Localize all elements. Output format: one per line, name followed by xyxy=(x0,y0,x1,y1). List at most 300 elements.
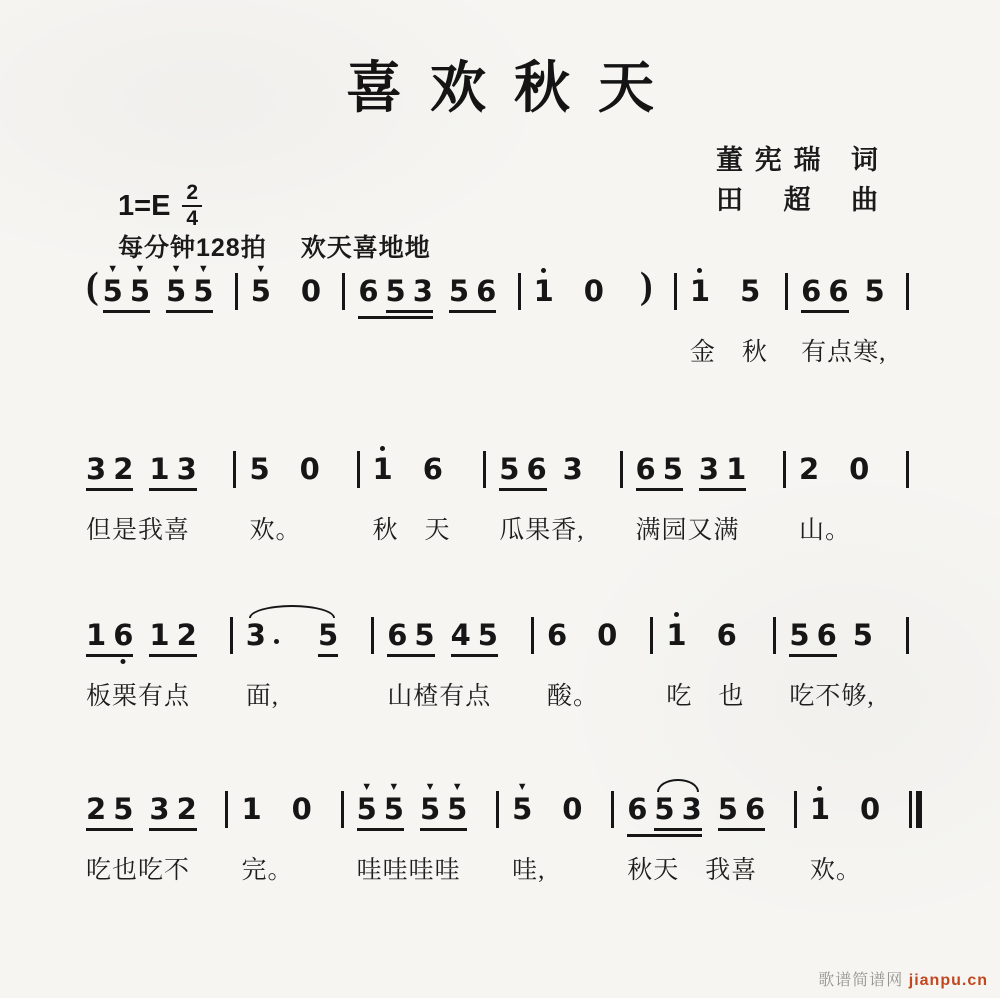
note xyxy=(241,778,261,825)
barline xyxy=(785,273,788,310)
beam-group xyxy=(149,438,196,491)
score-line xyxy=(86,604,922,712)
barline xyxy=(906,617,909,654)
note-digit: 1 xyxy=(149,618,170,652)
note-digit: 2 xyxy=(176,792,197,826)
note xyxy=(373,438,393,485)
note-digit: 1 xyxy=(689,274,711,308)
note-digit: 5 xyxy=(447,792,468,826)
key-signature: 1=E xyxy=(118,189,171,222)
measure-notes xyxy=(547,604,643,666)
barline xyxy=(794,791,797,828)
measure xyxy=(86,260,228,364)
barline xyxy=(620,451,623,488)
measure xyxy=(789,604,899,712)
note xyxy=(249,438,269,485)
note-digit: 3 xyxy=(86,452,107,486)
measure xyxy=(636,438,776,546)
measure xyxy=(799,438,899,546)
note xyxy=(86,438,106,485)
note-digit: 3 xyxy=(412,274,433,308)
note xyxy=(810,778,830,825)
measure-notes xyxy=(86,438,226,500)
note xyxy=(149,778,169,825)
measure xyxy=(801,260,899,368)
rest-note xyxy=(292,778,312,825)
beam-group xyxy=(387,604,434,657)
note-digit: 2 xyxy=(798,452,820,486)
note-digit: 5 xyxy=(512,792,533,826)
beam-group xyxy=(86,438,133,491)
measure xyxy=(534,260,667,364)
accent-icon: ▼ xyxy=(361,781,373,793)
note-digit: 1 xyxy=(809,792,831,826)
note xyxy=(86,604,106,651)
tempo-marking: 每分钟128拍 xyxy=(118,234,267,262)
measure xyxy=(627,778,787,886)
barline xyxy=(225,791,228,828)
measure xyxy=(810,778,902,886)
note xyxy=(828,260,848,307)
note xyxy=(177,778,197,825)
lyric-text: 但是我喜 xyxy=(86,517,191,544)
lyric-text: 板栗有点 xyxy=(86,683,191,710)
barline xyxy=(531,617,534,654)
note-digit: 5 xyxy=(102,274,123,308)
barline xyxy=(611,791,614,828)
note-digit: 6 xyxy=(476,274,497,308)
high-octave-dot xyxy=(541,268,546,273)
note-digit: 1 xyxy=(149,452,170,486)
note-digit: 6 xyxy=(716,618,737,652)
barline xyxy=(906,273,909,310)
lyric-text: 哇哇哇哇 xyxy=(356,857,461,884)
beam-group xyxy=(86,778,133,831)
note-above-slot xyxy=(517,778,528,793)
note-digit: 5 xyxy=(499,452,520,486)
note-digit: 5 xyxy=(385,274,406,308)
note xyxy=(357,778,377,825)
note-digit: 5 xyxy=(193,274,214,308)
lyric-text: 欢。 xyxy=(249,517,302,544)
note-digit: 3 xyxy=(149,792,170,826)
note xyxy=(451,604,471,651)
composer-credit: 田 超 曲 xyxy=(716,185,878,215)
accent-icon: ▼ xyxy=(107,263,119,275)
measure-notes xyxy=(373,438,477,500)
measure xyxy=(499,438,612,546)
note xyxy=(113,604,133,651)
lyric-text: 酸。 xyxy=(546,683,599,710)
note xyxy=(177,438,197,485)
measure xyxy=(358,260,510,364)
barline xyxy=(518,273,521,310)
measure-notes xyxy=(86,260,228,322)
note xyxy=(423,438,443,485)
measure-notes xyxy=(86,604,223,666)
beam-group xyxy=(86,604,133,657)
note xyxy=(499,438,519,485)
barline xyxy=(483,451,486,488)
measure xyxy=(373,438,477,546)
expression-marking: 欢天喜地地 xyxy=(300,234,431,262)
measure xyxy=(86,604,223,712)
note xyxy=(718,778,738,825)
note-digit: 5 xyxy=(129,274,151,308)
note xyxy=(654,778,674,825)
note xyxy=(113,778,133,825)
measure-notes xyxy=(358,260,510,322)
measure xyxy=(86,778,218,886)
note xyxy=(476,260,496,307)
measure xyxy=(241,778,333,886)
song-title: 喜欢秋天 xyxy=(346,58,682,120)
beam-group xyxy=(149,778,196,831)
note xyxy=(799,438,819,485)
note-digit: 1 xyxy=(533,274,554,308)
note-digit: 5 xyxy=(852,618,873,652)
note-digit: 2 xyxy=(113,452,134,486)
note-digit: 6 xyxy=(801,274,822,308)
note xyxy=(636,438,656,485)
barline xyxy=(357,451,360,488)
low-octave-dot xyxy=(121,659,126,664)
beam-group xyxy=(103,260,150,313)
watermark-site-link[interactable]: jianpu.cn xyxy=(908,972,988,989)
note xyxy=(547,604,567,651)
note-digit: 1 xyxy=(241,792,262,826)
note-digit: 1 xyxy=(666,618,687,652)
note-digit: 5 xyxy=(249,452,270,486)
high-octave-dot xyxy=(674,612,679,617)
note xyxy=(420,778,440,825)
rest-note xyxy=(597,604,617,651)
note xyxy=(384,778,404,825)
barline xyxy=(674,273,677,310)
measure-notes xyxy=(810,778,902,840)
barline xyxy=(650,617,653,654)
high-octave-dot xyxy=(380,446,385,451)
rest-note xyxy=(562,778,582,825)
note-above-slot xyxy=(198,260,209,275)
note-digit: 4 xyxy=(450,618,471,652)
note-digit: 6 xyxy=(113,618,134,652)
note-digit: 6 xyxy=(387,618,408,652)
note-above-slot xyxy=(388,778,399,793)
note xyxy=(386,260,406,307)
measure xyxy=(86,438,226,546)
measure xyxy=(666,604,766,712)
note-digit: 5 xyxy=(317,618,339,652)
lyric-text: 满园又满 xyxy=(635,517,740,544)
lyric-text: 秋天 我喜 xyxy=(627,857,758,884)
lyric-text xyxy=(534,332,667,364)
note xyxy=(449,260,469,307)
lyric-text: 秋 天 xyxy=(372,517,451,544)
beam-group xyxy=(149,604,196,657)
score-line xyxy=(86,778,922,886)
measure-notes xyxy=(512,778,604,840)
note xyxy=(414,604,434,651)
note-digit: 5 xyxy=(654,792,675,826)
note-digit: 5 xyxy=(662,452,683,486)
note-digit: 3 xyxy=(562,452,583,486)
beam-group xyxy=(386,260,433,313)
measure-notes xyxy=(86,778,218,840)
note xyxy=(130,260,150,307)
beam-group-slur xyxy=(246,604,338,657)
note xyxy=(682,778,702,825)
rest-note xyxy=(860,778,880,825)
lyric-text: 山。 xyxy=(798,517,851,544)
high-octave-dot xyxy=(817,786,822,791)
note-above-slot xyxy=(107,260,118,275)
note-digit: 5 xyxy=(789,618,810,652)
beam-group xyxy=(801,260,848,313)
note xyxy=(413,260,433,307)
note xyxy=(318,604,338,657)
note-digit: 3 xyxy=(681,792,702,826)
note-above-slot xyxy=(541,260,546,275)
note-digit: 6 xyxy=(526,452,547,486)
note-above-slot xyxy=(674,604,679,619)
note xyxy=(534,260,554,307)
note xyxy=(717,604,737,651)
note-digit: 6 xyxy=(744,792,766,826)
note-digit: 0 xyxy=(300,274,322,308)
note xyxy=(740,260,760,307)
barline xyxy=(230,617,233,654)
note-digit: 6 xyxy=(546,618,568,652)
note xyxy=(478,604,498,651)
note-digit: 5 xyxy=(250,274,271,308)
note xyxy=(251,260,271,307)
note xyxy=(246,604,266,651)
note-digit: 5 xyxy=(356,792,377,826)
note-digit: 5 xyxy=(864,274,885,308)
note-above-slot xyxy=(697,260,702,275)
note-digit: 1 xyxy=(726,452,747,486)
barline xyxy=(341,791,344,828)
rest-note xyxy=(300,438,320,485)
note xyxy=(149,604,169,651)
lyric-text: 瓜果香, xyxy=(499,517,585,544)
note-digit: 0 xyxy=(860,792,881,826)
measure-notes xyxy=(534,260,667,322)
beam-group xyxy=(789,604,836,657)
measure-notes xyxy=(666,604,766,666)
time-signature-numerator: 2 xyxy=(182,182,202,207)
beam-group xyxy=(420,778,467,831)
note-digit: 0 xyxy=(291,792,312,826)
note-digit: 5 xyxy=(113,792,134,826)
barline xyxy=(342,273,345,310)
note-above-slot xyxy=(380,438,385,453)
time-signature-denominator: 4 xyxy=(186,207,199,230)
measure-notes xyxy=(246,604,364,666)
barline xyxy=(371,617,374,654)
note-digit: 0 xyxy=(849,452,870,486)
beam-group xyxy=(636,438,683,491)
open-paren: ( xyxy=(86,265,99,307)
note-digit: 5 xyxy=(740,274,761,308)
note-digit: 6 xyxy=(627,792,648,826)
measure xyxy=(547,604,643,712)
note-above-slot xyxy=(255,260,266,275)
note xyxy=(563,438,583,485)
note-digit: 5 xyxy=(419,792,441,826)
note-digit: 6 xyxy=(816,618,837,652)
accent-icon: ▼ xyxy=(424,781,436,793)
note-above-slot xyxy=(361,778,372,793)
note xyxy=(177,604,197,651)
note-digit: 5 xyxy=(383,792,404,826)
beam-group xyxy=(166,260,213,313)
note-digit: 0 xyxy=(299,452,320,486)
lyric-text: 山楂有点 xyxy=(387,683,492,710)
score-line xyxy=(86,438,922,546)
measure xyxy=(249,438,349,546)
note xyxy=(666,604,686,651)
note xyxy=(789,604,809,651)
note-digit: 0 xyxy=(597,618,618,652)
high-octave-dot xyxy=(697,268,702,273)
lyric-text xyxy=(251,332,336,364)
beam-group xyxy=(357,778,404,831)
measure xyxy=(387,604,524,712)
barline xyxy=(496,791,499,828)
lyricist-credit: 董宪瑞 词 xyxy=(716,145,878,175)
note-above-slot xyxy=(817,778,822,793)
note-digit: 0 xyxy=(583,274,604,308)
barline xyxy=(235,273,238,310)
measure-notes xyxy=(627,778,787,840)
rest-note xyxy=(849,438,869,485)
measure-notes xyxy=(801,260,899,322)
note xyxy=(113,438,133,485)
note xyxy=(853,604,873,651)
accent-icon: ▼ xyxy=(516,781,528,793)
barline xyxy=(233,451,236,488)
note-digit: 5 xyxy=(717,792,738,826)
beam-group xyxy=(699,438,746,491)
note xyxy=(865,260,885,307)
note-digit: 6 xyxy=(422,452,443,486)
measure xyxy=(357,778,489,886)
beam-group xyxy=(627,778,702,837)
lyric-text: 金 秋 xyxy=(689,339,768,366)
barline xyxy=(783,451,786,488)
note-digit: 3 xyxy=(698,452,720,486)
accent-icon: ▼ xyxy=(451,781,463,793)
rest-note xyxy=(584,260,604,307)
note-above-slot xyxy=(425,778,436,793)
accent-icon: ▼ xyxy=(255,263,267,275)
measure xyxy=(512,778,604,886)
note-digit: 6 xyxy=(635,452,656,486)
measure-notes xyxy=(387,604,524,666)
note-above-slot xyxy=(134,260,145,275)
lyric-text: 吃也吃不 xyxy=(86,857,191,884)
note xyxy=(745,778,765,825)
note xyxy=(358,260,378,307)
note-digit: 5 xyxy=(166,274,187,308)
barline xyxy=(906,451,909,488)
note xyxy=(526,438,546,485)
beam-group xyxy=(499,438,546,491)
accent-icon: ▼ xyxy=(134,263,146,275)
note xyxy=(690,260,710,307)
note-digit: 6 xyxy=(828,274,849,308)
note-digit: 0 xyxy=(562,792,583,826)
score-line xyxy=(86,260,922,368)
note xyxy=(627,778,647,825)
note xyxy=(726,438,746,485)
note-digit: 5 xyxy=(448,274,470,308)
note xyxy=(86,778,106,825)
measure-notes xyxy=(799,438,899,500)
lyric-text: 完。 xyxy=(241,857,294,884)
note xyxy=(103,260,123,307)
augmentation-dot xyxy=(274,639,279,644)
measure xyxy=(690,260,778,368)
lyric-text xyxy=(86,332,228,364)
accent-icon: ▼ xyxy=(197,263,209,275)
note-digit: 3 xyxy=(245,618,266,652)
watermark-site-name: 歌谱简谱网 xyxy=(818,972,904,989)
note xyxy=(663,438,683,485)
measure-notes xyxy=(357,778,489,840)
beam-group xyxy=(451,604,498,657)
note xyxy=(817,604,837,651)
lyric-text: 哇, xyxy=(512,857,546,884)
note-above-slot xyxy=(452,778,463,793)
final-barline-thin xyxy=(909,791,912,828)
barline xyxy=(773,617,776,654)
note xyxy=(387,604,407,651)
beam-group xyxy=(718,778,765,831)
final-barline-thick xyxy=(916,791,922,828)
measure xyxy=(251,260,336,364)
lyric-text: 欢。 xyxy=(809,857,862,884)
final-barline xyxy=(909,791,922,828)
measure xyxy=(246,604,364,712)
measure-notes xyxy=(690,260,778,322)
accent-icon: ▼ xyxy=(170,263,182,275)
note-digit: 6 xyxy=(358,274,379,308)
note xyxy=(699,438,719,485)
note-digit: 1 xyxy=(86,618,107,652)
measure-notes xyxy=(636,438,776,500)
note xyxy=(193,260,213,307)
note-above-slot xyxy=(171,260,182,275)
note-digit: 2 xyxy=(86,792,107,826)
beam-group xyxy=(449,260,496,313)
note xyxy=(149,438,169,485)
note-digit: 1 xyxy=(372,452,393,486)
lyric-text: 吃 也 xyxy=(666,683,745,710)
measure-notes xyxy=(249,438,349,500)
lyric-text: 面, xyxy=(245,683,280,710)
note-digit: 5 xyxy=(414,618,435,652)
close-paren: ) xyxy=(639,265,653,307)
note xyxy=(447,778,467,825)
lyric-text: 有点寒, xyxy=(801,339,887,366)
beam-group-slur xyxy=(654,778,701,831)
accent-icon: ▼ xyxy=(388,781,400,793)
watermark xyxy=(818,967,988,990)
measure-notes xyxy=(251,260,336,322)
